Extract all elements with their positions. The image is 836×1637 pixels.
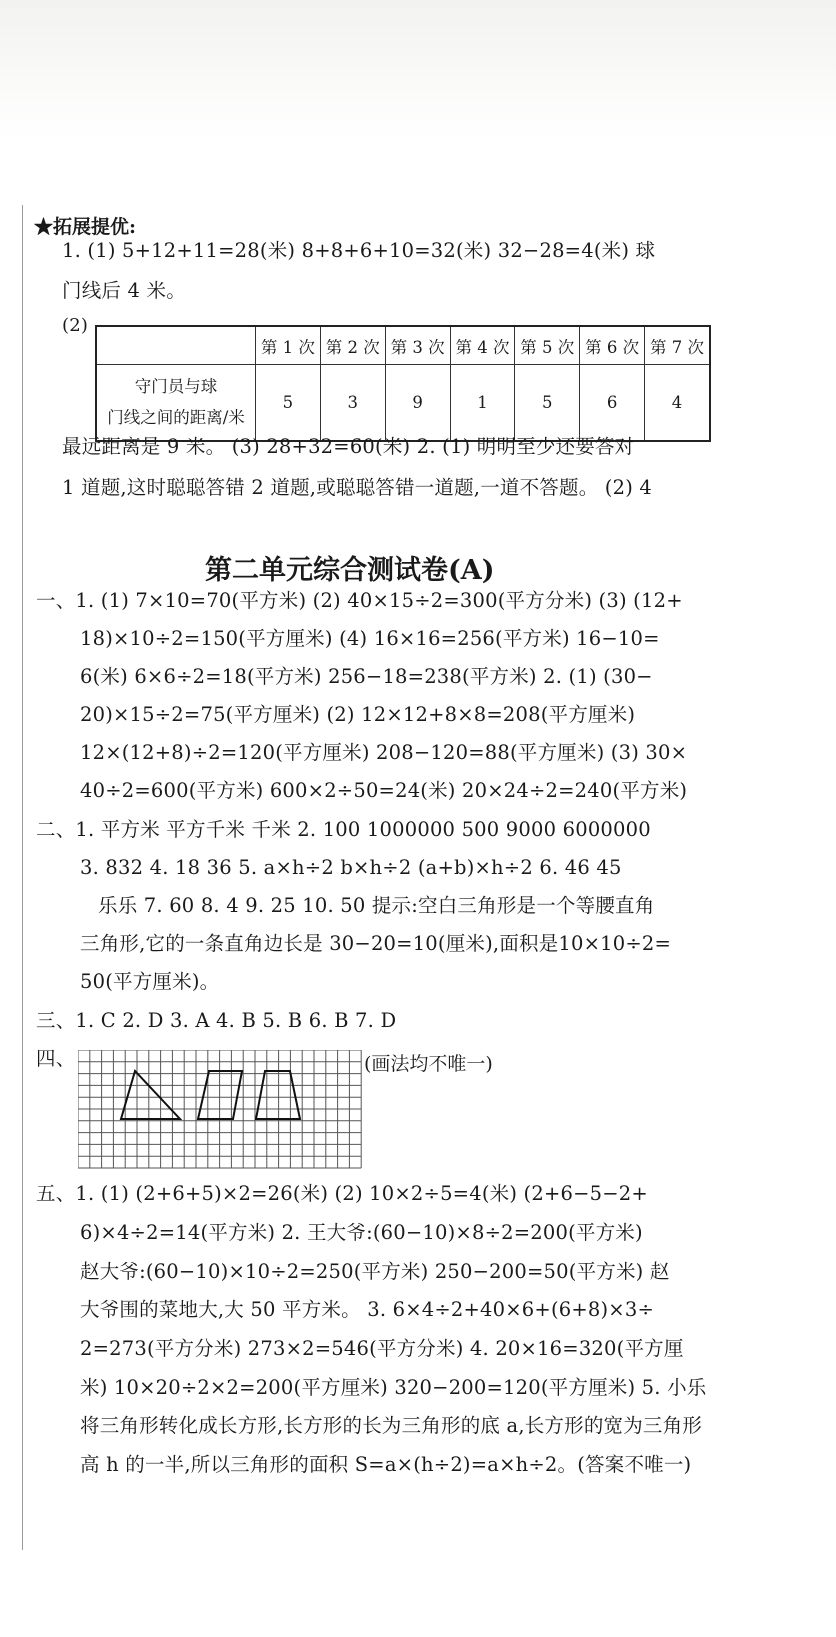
table-cell: 5 — [515, 365, 580, 441]
answer-line: 6)×4÷2=14(平方米) 2. 王大爷:(60−10)×8÷2=200(平方米) — [80, 1221, 643, 1244]
row-header-line: 门线之间的距离/米 — [107, 408, 245, 428]
table-cell: 1 — [450, 365, 515, 441]
answer-line: 三、1. C 2. D 3. A 4. B 5. B 6. B 7. D — [36, 1009, 397, 1032]
table-header-cell: 第 3 次 — [385, 326, 450, 365]
answer-line: 米) 10×20÷2×2=200(平方厘米) 320−200=120(平方厘米) 5. 小乐 — [80, 1376, 707, 1399]
answer-line: 门线后 4 米。 — [62, 279, 186, 302]
table-label: (2) — [62, 315, 89, 336]
drawing-grid — [78, 1050, 362, 1170]
table-corner-cell — [96, 326, 256, 365]
table-row-header — [96, 365, 256, 441]
answer-line: 赵大爷:(60−10)×10÷2=250(平方米) 250−200=50(平方米) 赵 — [80, 1260, 670, 1283]
answer-line: 五、1. (1) (2+6+5)×2=26(米) (2) 10×2÷5=4(米) (2+6−5−2+ — [36, 1182, 648, 1205]
answer-line: 大爷围的菜地大,大 50 平方米。 3. 6×4÷2+40×6+(6+8)×3÷ — [80, 1298, 654, 1321]
answer-line: 6(米) 6×6÷2=18(平方米) 256−18=238(平方米) 2. (1) (30− — [80, 665, 653, 688]
answer-line: 18)×10÷2=150(平方厘米) (4) 16×16=256(平方米) 16−10= — [80, 627, 660, 650]
answer-line: 20)×15÷2=75(平方厘米) (2) 12×12+8×8=208(平方厘米) — [80, 703, 636, 726]
answer-line: 二、1. 平方米 平方千米 千米 2. 100 1000000 500 9000 6000000 — [36, 818, 651, 841]
drawn-trapezoid — [256, 1071, 300, 1119]
answer-line: 一、1. (1) 7×10=70(平方米) (2) 40×15÷2=300(平方分米) (3) (12+ — [36, 589, 683, 612]
table-row — [96, 365, 710, 441]
scan-shadow-band — [0, 0, 836, 140]
answer-line: 12×(12+8)÷2=120(平方厘米) 208−120=88(平方厘米) (3) 30× — [80, 741, 688, 764]
answer-line: 1 道题,这时聪聪答错 2 道题,或聪聪答错一道题,一道不答题。 (2) 4 — [62, 476, 653, 499]
table-header-cell: 第 5 次 — [515, 326, 580, 365]
answer-line: 50(平方厘米)。 — [80, 970, 220, 993]
section-title-extension: ★拓展提优: — [34, 216, 137, 238]
table-header-cell: 第 2 次 — [320, 326, 385, 365]
answer-line: 1. (1) 5+12+11=28(米) 8+8+6+10=32(米) 32−28=4(米) 球 — [62, 239, 656, 262]
table-header-cell: 第 1 次 — [256, 326, 321, 365]
table-header-row — [96, 326, 710, 365]
row-header-line: 守门员与球 — [134, 377, 218, 396]
table-cell: 4 — [645, 365, 710, 441]
answer-line: 40÷2=600(平方米) 600×2÷50=24(米) 20×24÷2=240(平方米) — [80, 779, 688, 802]
table-header-cell: 第 4 次 — [450, 326, 515, 365]
table-cell: 9 — [385, 365, 450, 441]
table-cell: 3 — [320, 365, 385, 441]
answer-line: 将三角形转化成长方形,长方形的长为三角形的底 a,长方形的宽为三角形 — [80, 1414, 703, 1437]
table-cell: 6 — [580, 365, 645, 441]
table-header-cell: 第 7 次 — [645, 326, 710, 365]
section-label: 四、 — [36, 1047, 76, 1070]
answer-line: 最远距离是 9 米。 (3) 28+32=60(米) 2. (1) 明明至少还要答对 — [62, 435, 635, 458]
margin-line — [22, 205, 23, 1550]
drawn-triangle — [121, 1071, 180, 1119]
table-header-cell: 第 6 次 — [580, 326, 645, 365]
answer-line: 3. 832 4. 18 36 5. a×h÷2 b×h÷2 (a+b)×h÷2 6. 46 45 — [80, 856, 622, 879]
answer-line: 三角形,它的一条直角边长是 30−20=10(厘米),面积是10×10÷2= — [80, 932, 672, 955]
answer-line: 2=273(平方分米) 273×2=546(平方分米) 4. 20×16=320(平方厘 — [80, 1337, 684, 1360]
answer-line: 高 h 的一半,所以三角形的面积 S=a×(h÷2)=a×h÷2。(答案不唯一) — [80, 1453, 692, 1476]
answer-line: 乐乐 7. 60 8. 4 9. 25 10. 50 提示:空白三角形是一个等腰直角 — [98, 894, 655, 917]
page-title: 第二单元综合测试卷(A) — [205, 555, 495, 586]
table-cell: 5 — [256, 365, 321, 441]
distance-table — [95, 325, 711, 442]
drawing-note: (画法均不唯一) — [364, 1053, 493, 1075]
